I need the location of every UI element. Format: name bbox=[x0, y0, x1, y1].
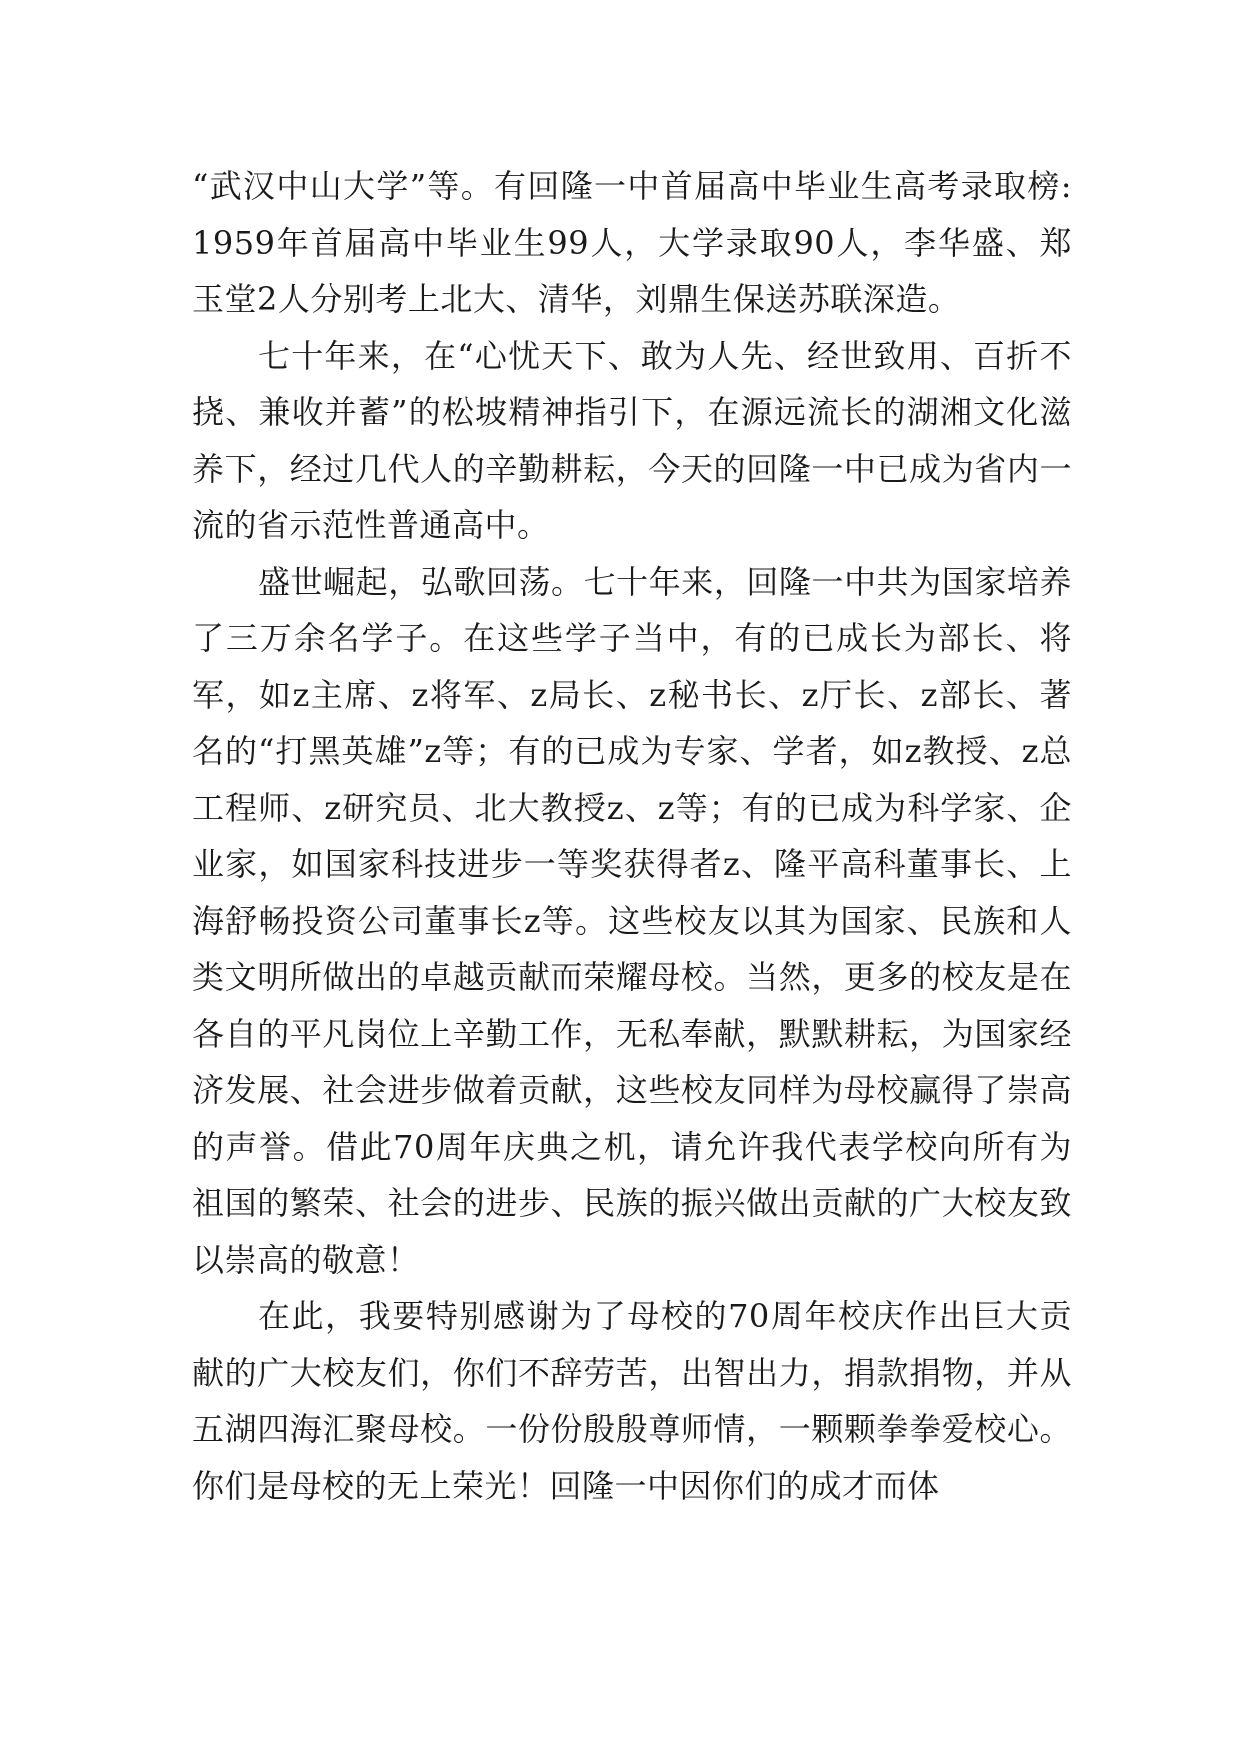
document-body bbox=[192, 158, 1072, 1514]
paragraph-4: 在此，我要特别感谢为了母校的70周年校庆作出巨大贡献的广大校友们，你们不辞劳苦，出智出力，捐款捐物，并从五湖四海汇聚母校。一份份殷殷尊师情，一颗颗拳拳爱校心。你们是母校的无上荣光！回隆一中因你们的成才而体 bbox=[192, 1297, 1072, 1505]
paragraph-3: 盛世崛起，弘歌回荡。七十年来，回隆一中共为国家培养了三万余名学子。在这些学子当中，有的已成长为部长、将军，如z主席、z将军、z局长、z秘书长、z厅长、z部长、著名的“打黑英雄”z等；有的已成为专家、学者，如z教授、z总工程师、z研究员、北大教授z、z等；有的已成为科学家、企业家，如国家科技进步一等奖获得者z、隆平高科董事长、上海舒畅投资公司董事长z等。这些校友以其为国家、民族和人类文明所做出的卓越贡献而荣耀母校。当然，更多的校友是在各自的平凡岗位上辛勤工作，无私奉献，默默耕耘，为国家经济发展、社会进步做着贡献，这些校友同样为母校赢得了崇高的声誉。借此70周年庆典之机，请允许我代表学校向所有为祖国的繁荣、社会的进步、民族的振兴做出贡献的广大校友致以崇高的敬意！ bbox=[192, 562, 1072, 1279]
paragraph-1: “武汉中山大学”等。有回隆一中首届高中毕业生高考录取榜: 1959年首届高中毕业生99人，大学录取90人，李华盛、郑玉堂2人分别考上北大、清华，刘鼎生保送苏联深造。 bbox=[192, 167, 1072, 318]
paragraph-2: 七十年来，在“心忧天下、敢为人先、经世致用、百折不挠、兼收并蓄”的松坡精神指引下，在源远流长的湖湘文化滋养下，经过几代人的辛勤耕耘，今天的回隆一中已成为省内一流的省示范性普通高中。 bbox=[192, 336, 1072, 544]
